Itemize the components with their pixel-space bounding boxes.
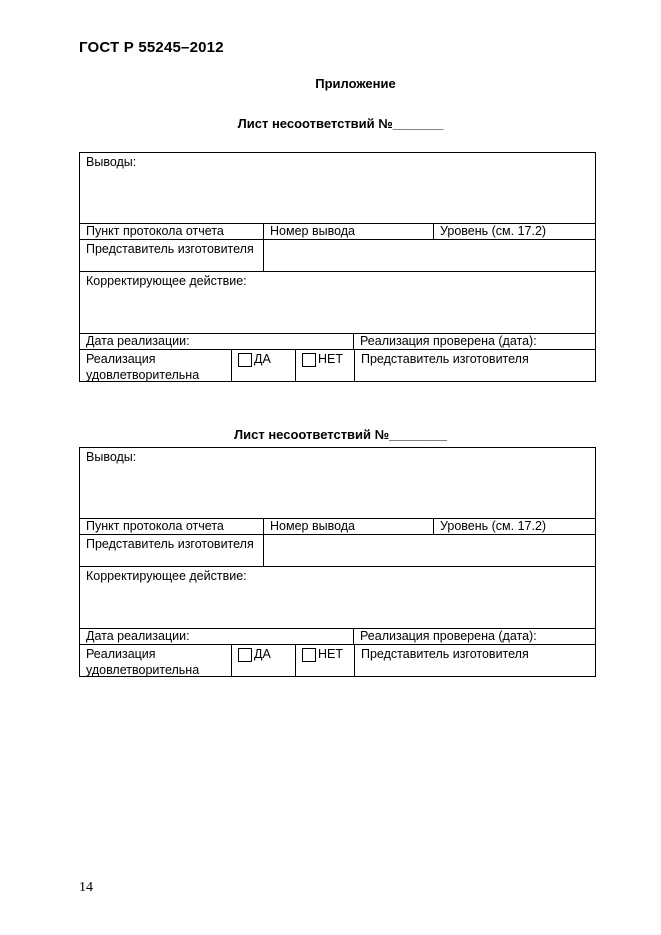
yes-option[interactable]: [231, 350, 295, 381]
corrective-action-label: Корректирующее действие:: [86, 569, 247, 583]
yes-checkbox[interactable]: [238, 648, 252, 662]
no-label: НЕТ: [318, 352, 343, 366]
implementation-verified-field[interactable]: [353, 334, 595, 349]
no-checkbox[interactable]: [302, 353, 316, 367]
appendix-heading: Приложение: [315, 76, 396, 91]
conclusion-number-label: Номер вывода: [270, 519, 355, 533]
manufacturer-rep-signature-field[interactable]: [354, 350, 595, 381]
manufacturer-rep-label: Представитель изготовителя: [86, 242, 254, 256]
protocol-point-label: Пункт протокола отчета: [86, 224, 224, 238]
implementation-satisfactory-label: Реализация удовлетворительна: [86, 352, 200, 382]
corrective-action-label: Корректирующее действие:: [86, 274, 247, 288]
implementation-verified-label: Реализация проверена (дата):: [360, 629, 537, 643]
corrective-action-field[interactable]: [80, 272, 595, 333]
no-option[interactable]: [295, 350, 354, 381]
protocol-point-field[interactable]: [80, 519, 263, 534]
nonconformity-sheet-title: Лист несоответствий №_______: [237, 116, 444, 131]
implementation-date-row: [80, 333, 595, 349]
manufacturer-rep-field[interactable]: [263, 240, 595, 271]
manufacturer-rep-row: [80, 534, 595, 566]
nonconformity-form: [79, 152, 596, 382]
level-label: Уровень (см. 17.2): [440, 519, 547, 533]
yes-checkbox[interactable]: [238, 353, 252, 367]
protocol-point-label: Пункт протокола отчета: [86, 519, 224, 533]
manufacturer-rep-row: [80, 239, 595, 271]
implementation-date-label: Дата реализации:: [86, 334, 190, 348]
manufacturer-rep-signature-label: Представитель изготовителя: [361, 352, 529, 366]
page-number: 14: [79, 880, 93, 895]
manufacturer-rep-field[interactable]: [263, 535, 595, 566]
yes-label: ДА: [254, 647, 271, 661]
conclusion-number-field[interactable]: [263, 519, 433, 534]
points-row: [80, 223, 595, 239]
conclusions-row: [80, 448, 595, 518]
implementation-date-field[interactable]: [80, 334, 353, 349]
no-checkbox[interactable]: [302, 648, 316, 662]
implementation-satisfactory-row: [80, 349, 595, 381]
level-field[interactable]: [433, 224, 595, 239]
nonconformity-form: [79, 447, 596, 677]
conclusions-label: Выводы:: [86, 155, 137, 169]
corrective-action-field[interactable]: [80, 567, 595, 628]
implementation-satisfactory-row: [80, 644, 595, 676]
manufacturer-rep-label: Представитель изготовителя: [86, 537, 254, 551]
implementation-date-field[interactable]: [80, 629, 353, 644]
standard-code: ГОСТ Р 55245–2012: [79, 39, 224, 56]
corrective-action-row: [80, 566, 595, 628]
implementation-date-row: [80, 628, 595, 644]
conclusion-number-field[interactable]: [263, 224, 433, 239]
manufacturer-rep-signature-label: Представитель изготовителя: [361, 647, 529, 661]
level-label: Уровень (см. 17.2): [440, 224, 547, 238]
implementation-satisfactory-label: Реализация удовлетворительна: [86, 647, 200, 677]
implementation-verified-field[interactable]: [353, 629, 595, 644]
level-field[interactable]: [433, 519, 595, 534]
corrective-action-row: [80, 271, 595, 333]
yes-option[interactable]: [231, 645, 295, 676]
conclusions-field[interactable]: [80, 448, 595, 518]
yes-label: ДА: [254, 352, 271, 366]
no-label: НЕТ: [318, 647, 343, 661]
implementation-verified-label: Реализация проверена (дата):: [360, 334, 537, 348]
conclusions-label: Выводы:: [86, 450, 137, 464]
conclusion-number-label: Номер вывода: [270, 224, 355, 238]
nonconformity-sheet-title: Лист несоответствий №________: [234, 427, 447, 442]
manufacturer-rep-signature-field[interactable]: [354, 645, 595, 676]
protocol-point-field[interactable]: [80, 224, 263, 239]
conclusions-field[interactable]: [80, 153, 595, 223]
implementation-date-label: Дата реализации:: [86, 629, 190, 643]
no-option[interactable]: [295, 645, 354, 676]
points-row: [80, 518, 595, 534]
conclusions-row: [80, 153, 595, 223]
